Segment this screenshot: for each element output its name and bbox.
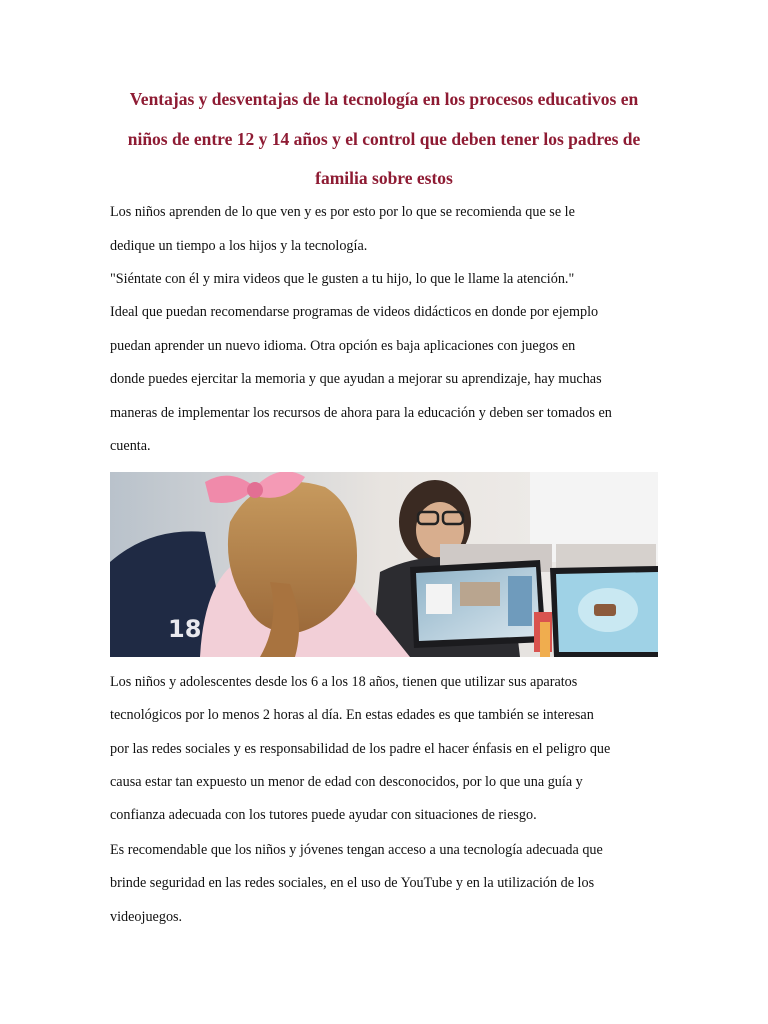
text-line: puedan aprender un nuevo idioma. Otra opción es baja aplicaciones con juegos en [110,337,576,354]
text-line: Ideal que puedan recomendarse programas de videos didácticos en donde por ejemplo [110,304,599,320]
text-line: brinde seguridad en las redes sociales, en el uso de YouTube y en la utilización de los [110,875,595,892]
jersey-number: 18 [168,615,202,643]
text-line: confianza adecuada con los tutores puede ayudar con situaciones de riesgo. [110,807,537,824]
text-line: Los niños aprenden de lo que ven y es por esto por lo que se recomienda que se le [110,204,575,220]
text-line: causa estar tan expuesto un menor de edad con desconocidos, por lo que una guía y [110,773,583,790]
paragraph-intro [110,196,670,297]
document-title [100,80,668,199]
text-line: tecnológicos por lo menos 2 horas al día. En estas edades es que también se interesan [110,707,594,724]
paragraph-adolescents [110,666,670,832]
photo-illustration [110,472,658,657]
paragraph-recommendation [110,834,670,934]
text-line: Es recomendable que los niños y jóvenes tengan acceso a una tecnología adecuada que [110,842,603,858]
title-line: familia sobre estos [315,168,453,188]
text-line: cuenta. [110,438,151,454]
title-line: Ventajas y desventajas de la tecnología en los procesos educativos en [129,89,639,109]
text-line: "Siéntate con él y mira videos que le gusten a tu hijo, lo que le llame la atención." [110,271,575,287]
text-line: maneras de implementar los recursos de ahora para la educación y deben ser tomados en [110,404,612,421]
text-line: Los niños y adolescentes desde los 6 a los 18 años, tienen que utilizar sus aparatos [110,674,578,690]
text-line: por las redes sociales y es responsabilidad de los padre el hacer énfasis en el peligro que [110,740,611,757]
title-line: niños de entre 12 y 14 años y el control que deben tener los padres de [127,128,641,149]
paragraph-ideal [110,296,670,464]
students-laptops-photo [110,472,658,657]
text-line: dedique un tiempo a los hijos y la tecnología. [110,237,368,254]
text-line: videojuegos. [110,908,183,925]
text-line: donde puedes ejercitar la memoria y que ayudan a mejorar su aprendizaje, hay muchas [110,371,602,387]
